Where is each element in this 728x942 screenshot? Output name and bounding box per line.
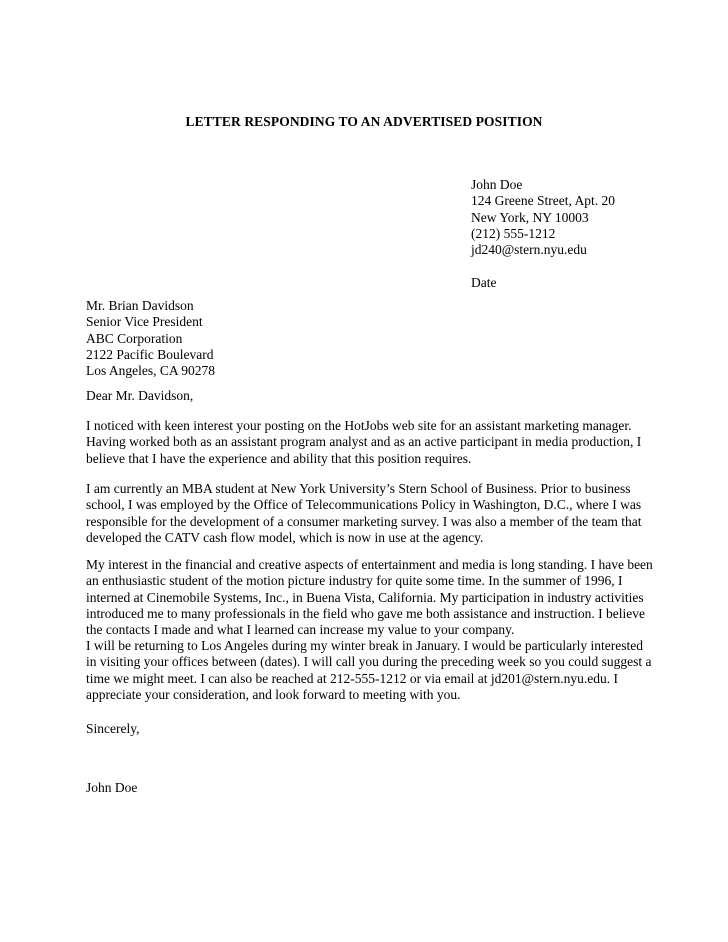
- recipient-title: Senior Vice President: [86, 314, 203, 330]
- letter-title: LETTER RESPONDING TO AN ADVERTISED POSITION: [185, 114, 543, 129]
- sender-phone: (212) 555-1212: [471, 225, 556, 241]
- recipient-address-block: [86, 298, 646, 379]
- salutation: Dear Mr. Davidson,: [86, 388, 194, 403]
- paragraph-line: in visiting your offices between (dates). I will call you during the preceding week so you could suggest a: [86, 654, 652, 670]
- paragraph-line: I am currently an MBA student at New York University’s Stern School of Business. Prior to business: [86, 481, 631, 496]
- paragraph-1: [86, 418, 646, 467]
- paragraph-line: believe that I have the experience and ability that this position requires.: [86, 450, 472, 466]
- closing: Sincerely,: [86, 721, 140, 736]
- paragraph-line: time we might meet. I can also be reached at 212-555-1212 or via email at jd201@stern.nyu.edu. I: [86, 670, 619, 686]
- paragraph-line: Having worked both as an assistant program analyst and as an active participant in media production, I: [86, 434, 642, 450]
- paragraph-3: [86, 557, 653, 638]
- paragraph-4: [86, 638, 652, 703]
- signature-name: John Doe: [86, 780, 138, 795]
- letter-date: Date: [471, 274, 497, 290]
- paragraph-line: interned at Cinemobile Systems, Inc., in Buena Vista, California. My participation in industry activities: [86, 589, 644, 605]
- paragraph-line: appreciate your consideration, and look forward to meeting with you.: [86, 686, 461, 702]
- paragraph-line: developed the CATV cash flow model, which is now in use at the agency.: [86, 529, 484, 545]
- paragraph-line: I will be returning to Los Angeles during my winter break in January. I would be particularly interested: [86, 638, 643, 653]
- paragraph-line: I noticed with keen interest your posting on the HotJobs web site for an assistant marketing manager.: [86, 418, 632, 433]
- paragraph-line: school, I was employed by the Office of Telecommunications Policy in Washington, D.C., where I was: [86, 497, 642, 513]
- sender-email: jd240@stern.nyu.edu: [471, 242, 587, 258]
- recipient-company: ABC Corporation: [86, 330, 183, 346]
- paragraph-line: responsible for the development of a consumer marketing survey. I was also a member of the team that: [86, 513, 642, 529]
- paragraph-line: the contacts I made and what I learned can increase my value to your company.: [86, 622, 515, 638]
- sender-street: 124 Greene Street, Apt. 20: [471, 193, 615, 209]
- sender-name: John Doe: [471, 177, 523, 192]
- paragraph-line: an enthusiastic student of the motion picture industry for quite some time. In the summer of 1996, I: [86, 573, 623, 589]
- recipient-street: 2122 Pacific Boulevard: [86, 346, 214, 362]
- recipient-city: Los Angeles, CA 90278: [86, 363, 216, 379]
- paragraph-line: My interest in the financial and creative aspects of entertainment and media is long standing. I have been: [86, 557, 653, 572]
- recipient-name: Mr. Brian Davidson: [86, 298, 194, 313]
- sender-address-block: [471, 177, 615, 291]
- paragraph-2: [86, 481, 646, 546]
- paragraph-line: introduced me to many professionals in the field who gave me both assistance and instruction. I believe: [86, 605, 645, 621]
- sender-city: New York, NY 10003: [471, 209, 589, 225]
